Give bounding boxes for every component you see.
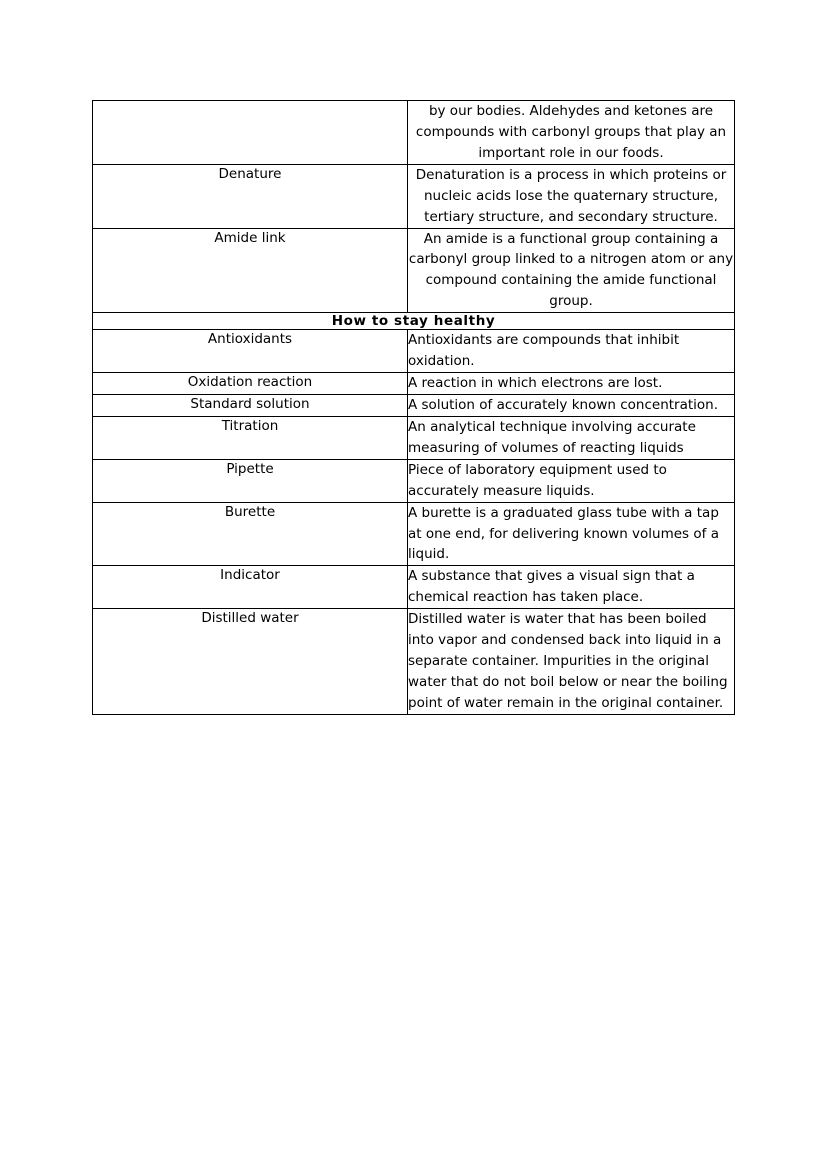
- term-cell: Amide link: [93, 228, 408, 313]
- table-row: [93, 330, 735, 373]
- definition-cell: A reaction in which electrons are lost.: [408, 373, 735, 395]
- term-cell: Denature: [93, 164, 408, 228]
- term-cell: Distilled water: [93, 609, 408, 715]
- term-cell: Standard solution: [93, 394, 408, 416]
- definition-cell: Antioxidants are compounds that inhibit oxidation.: [408, 330, 735, 373]
- glossary-table-body: [93, 101, 735, 715]
- table-row: [93, 373, 735, 395]
- term-cell: Oxidation reaction: [93, 373, 408, 395]
- table-row: [93, 101, 735, 165]
- definition-cell: A solution of accurately known concentration.: [408, 394, 735, 416]
- term-cell: Indicator: [93, 566, 408, 609]
- glossary-table: [92, 100, 735, 715]
- term-cell: Pipette: [93, 459, 408, 502]
- definition-cell: An amide is a functional group containing a carbonyl group linked to a nitrogen atom or any compound containing the amide functional group.: [408, 228, 735, 313]
- definition-cell: Piece of laboratory equipment used to accurately measure liquids.: [408, 459, 735, 502]
- section-heading-row: [93, 313, 735, 330]
- term-cell: [93, 101, 408, 165]
- table-row: [93, 394, 735, 416]
- definition-cell: Distilled water is water that has been boiled into vapor and condensed back into liquid in a separate container. Impurities in the original water that do not boil below or near the boiling point of water remain in the original container.: [408, 609, 735, 715]
- definition-cell: A substance that gives a visual sign that a chemical reaction has taken place.: [408, 566, 735, 609]
- table-row: [93, 502, 735, 566]
- definition-cell: by our bodies. Aldehydes and ketones are compounds with carbonyl groups that play an important role in our foods.: [408, 101, 735, 165]
- table-row: [93, 566, 735, 609]
- table-row: [93, 609, 735, 715]
- term-cell: Antioxidants: [93, 330, 408, 373]
- definition-cell: A burette is a graduated glass tube with a tap at one end, for delivering known volumes of a liquid.: [408, 502, 735, 566]
- definition-cell: An analytical technique involving accurate measuring of volumes of reacting liquids: [408, 416, 735, 459]
- table-row: [93, 416, 735, 459]
- table-row: [93, 459, 735, 502]
- term-cell: Burette: [93, 502, 408, 566]
- section-heading: How to stay healthy: [93, 313, 735, 330]
- definition-cell: Denaturation is a process in which proteins or nucleic acids lose the quaternary structure, tertiary structure, and secondary structure.: [408, 164, 735, 228]
- table-row: [93, 164, 735, 228]
- table-row: [93, 228, 735, 313]
- term-cell: Titration: [93, 416, 408, 459]
